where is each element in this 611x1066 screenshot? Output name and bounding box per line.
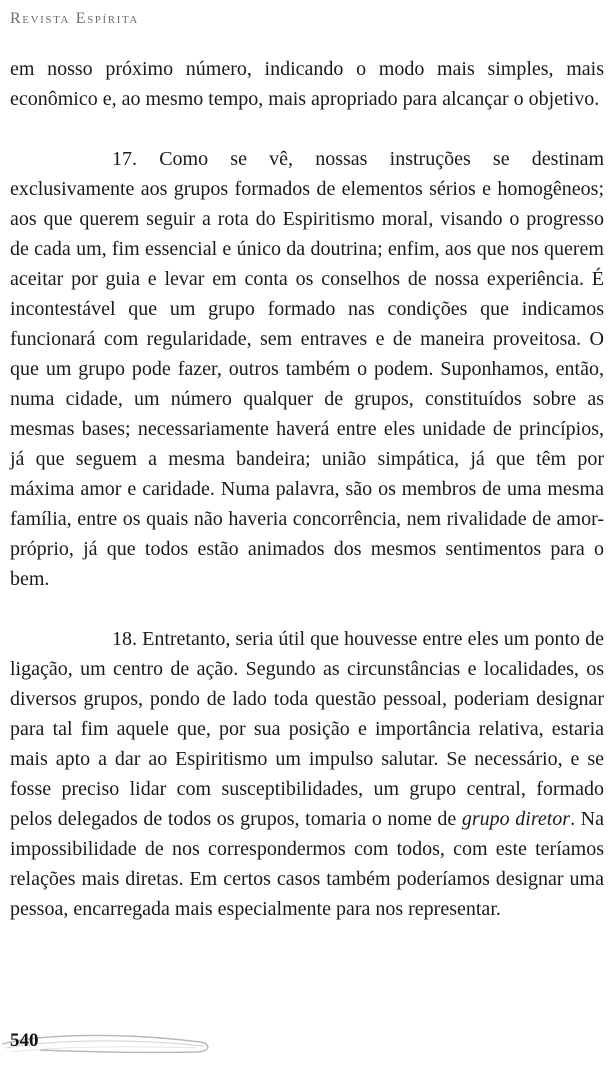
paragraph-17: 17. Como se vê, nossas instruções se destinam exclusivamente aos grupos formados de elementos sérios e homogêneos; aos que querem seguir a rota do Espiritismo moral, visando o progresso de cada um, fim essencial e único da doutrina; enfim, aos que nos querem aceitar por guia e levar em conta os conselhos de nossa experiência. É incontestável que um grupo formado nas condições que indicamos funcionará com regularidade, sem entraves e de maneira proveitosa. O que um grupo pode fazer, outros também o podem. Suponhamos, então, numa cidade, um número qualquer de grupos, constituídos sobre as mesmas bases; necessariamente haverá entre eles unidade de princípios, já que seguem a mesma bandeira; união simpática, já que têm por máxima amor e caridade. Numa palavra, são os membros de uma mesma família, entre os quais não haveria concorrência, nem rivalidade de amor-próprio, já que todos estão animados dos mesmos sentimentos para o bem. <box>10 148 604 590</box>
italic-term: grupo diretor <box>461 808 571 830</box>
paragraph-18-text-start: 18. Entretanto, seria útil que houvesse entre eles um ponto de ligação, um centro de ação. Segundo as circunstâncias e localidades, os diversos grupos, pondo de lado toda questão pessoal, poderiam designar para tal fim aquele que, por sua posição e importância relativa, estaria mais apto a dar ao Espiritismo um impulso salutar. Se necessário, e se fosse preciso lidar com susceptibilidades, um grupo central, formado pelos delegados de todos os grupos, tomaria o nome de <box>10 628 604 830</box>
running-header: Revista Espírita <box>10 10 139 27</box>
paragraph-18-text-end: . Na impossibilidade de nos correspondermos com todos, com este teríamos relações mais diretas. Em certos casos também poderíamos designar uma pessoa, encarregada mais especialmente para nos representar. <box>10 808 604 920</box>
paragraph-18 <box>10 624 604 924</box>
page-number: 540 <box>10 1030 39 1051</box>
body-text <box>10 54 604 924</box>
paragraph-continuation: em nosso próximo número, indicando o modo mais simples, mais econômico e, ao mesmo tempo, mais apropriado para alcançar o objetivo. <box>10 58 604 110</box>
